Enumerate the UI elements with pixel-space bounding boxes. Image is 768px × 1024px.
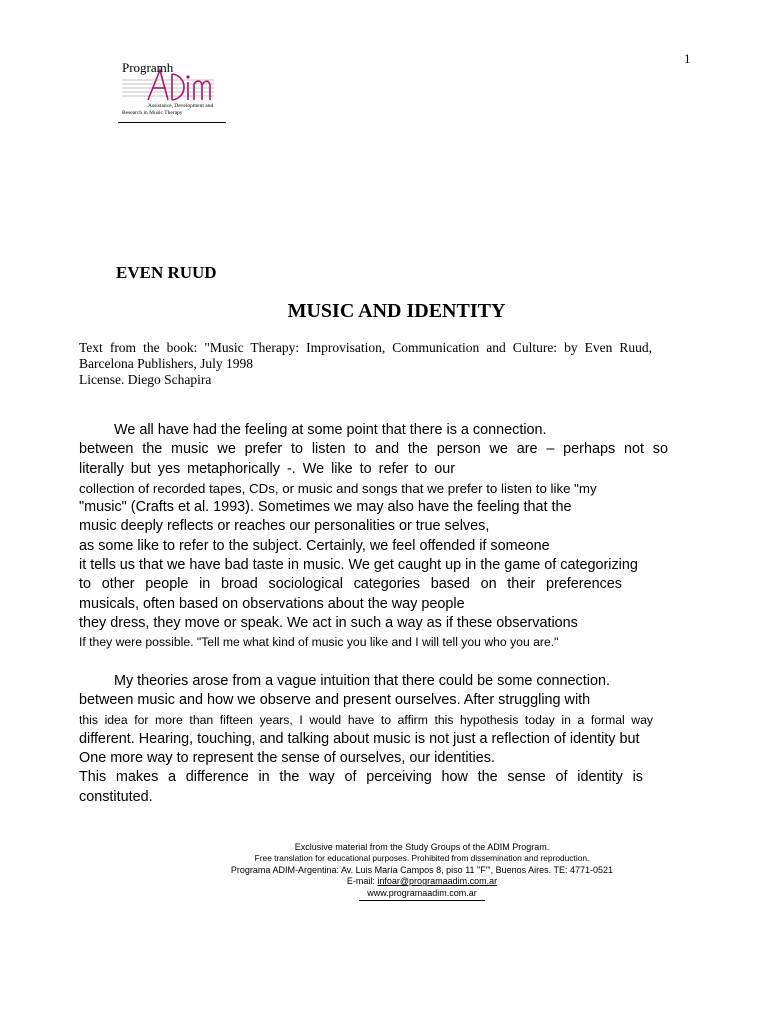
- author-name: EVEN RUUD: [116, 263, 217, 282]
- paragraph-line: between music and how we observe and present ourselves. After struggling with: [79, 692, 591, 709]
- logo-title: Programh: [122, 60, 174, 75]
- source-line: License. Diego Schapira: [79, 372, 212, 387]
- source-citation: [79, 340, 652, 388]
- footer-email-link[interactable]: infoar@programaadim.com.ar: [377, 876, 498, 887]
- paragraph-line: they dress, they move or speak. We act in such a way as if these observations: [79, 614, 578, 631]
- footer: [130, 842, 714, 901]
- footer-email-line: [130, 876, 714, 887]
- footer-line: Exclusive material from the Study Groups of the ADIM Program.: [294, 842, 550, 852]
- paragraph-line: collection of recorded tapes, CDs, or music and songs that we prefer to listen to like "my: [79, 480, 597, 496]
- paragraph-line: This makes a difference in the way of perceiving how the sense of identity is: [79, 769, 643, 786]
- footer-website-line: [130, 888, 714, 901]
- footer-line: Programa ADIM-Argentina: Av. Luis María Campos 8, piso 11 "F"', Buenos Aires. TE: 4771-0521: [230, 864, 614, 875]
- paragraph-line: as some like to refer to the subject. Certainly, we feel offended if someone: [79, 537, 550, 554]
- footer-email-label: E-mail:: [346, 876, 378, 887]
- logo-tagline-line: Assistance, Development and: [148, 103, 214, 109]
- document-title: MUSIC AND IDENTITY: [287, 300, 506, 322]
- paragraph-line: "music" (Crafts et al. 1993). Sometimes we may also have the feeling that the: [79, 499, 572, 516]
- paragraph-line: between the music we prefer to listen to and the person we are – perhaps not so: [79, 441, 668, 458]
- page-number: 1: [684, 51, 691, 66]
- paragraph-line: different. Hearing, touching, and talking about music is not just a reflection of identity but: [79, 730, 640, 747]
- paragraph-line: If they were possible. "Tell me what kind of music you like and I will tell you who you are.": [79, 635, 559, 650]
- paragraph-line: to other people in broad sociological categories based on their preferences: [79, 576, 622, 593]
- paragraph-line: We all have had the feeling at some point that there is a connection.: [114, 422, 547, 438]
- paragraph-line: musicals, often based on observations about the way people: [79, 595, 465, 612]
- paragraph-line: One more way to represent the sense of ourselves, our identities.: [79, 750, 495, 767]
- paragraph-line: constituted.: [79, 788, 153, 805]
- paragraph-line: it tells us that we have bad taste in music. We get caught up in the game of categorizing: [79, 557, 638, 574]
- logo: [118, 58, 228, 126]
- paragraph-line: literally but yes metaphorically -. We like to refer to our: [79, 460, 456, 477]
- source-line: Barcelona Publishers, July 1998: [79, 356, 253, 371]
- source-line: Text from the book: "Music Therapy: Improvisation, Communication and Culture: by Even Ruud,: [79, 340, 652, 355]
- footer-website-link[interactable]: www.programaadim.com.ar: [359, 888, 485, 901]
- logo-divider: [118, 122, 226, 123]
- logo-tagline: [122, 103, 226, 117]
- paragraph-line: My theories arose from a vague intuition that there could be some connection.: [114, 673, 610, 689]
- logo-tagline-line: Research in Music Therapy: [122, 110, 183, 116]
- paragraph-line: this idea for more than fifteen years, I would have to affirm this hypothesis today in a formal way: [79, 712, 653, 727]
- paragraph-1: [79, 421, 668, 653]
- paragraph-2: [79, 672, 668, 807]
- footer-line: Free translation for educational purposes. Prohibited from dissemination and reproduction.: [254, 853, 590, 864]
- paragraph-line: music deeply reflects or reaches our personalities or true selves,: [79, 518, 490, 535]
